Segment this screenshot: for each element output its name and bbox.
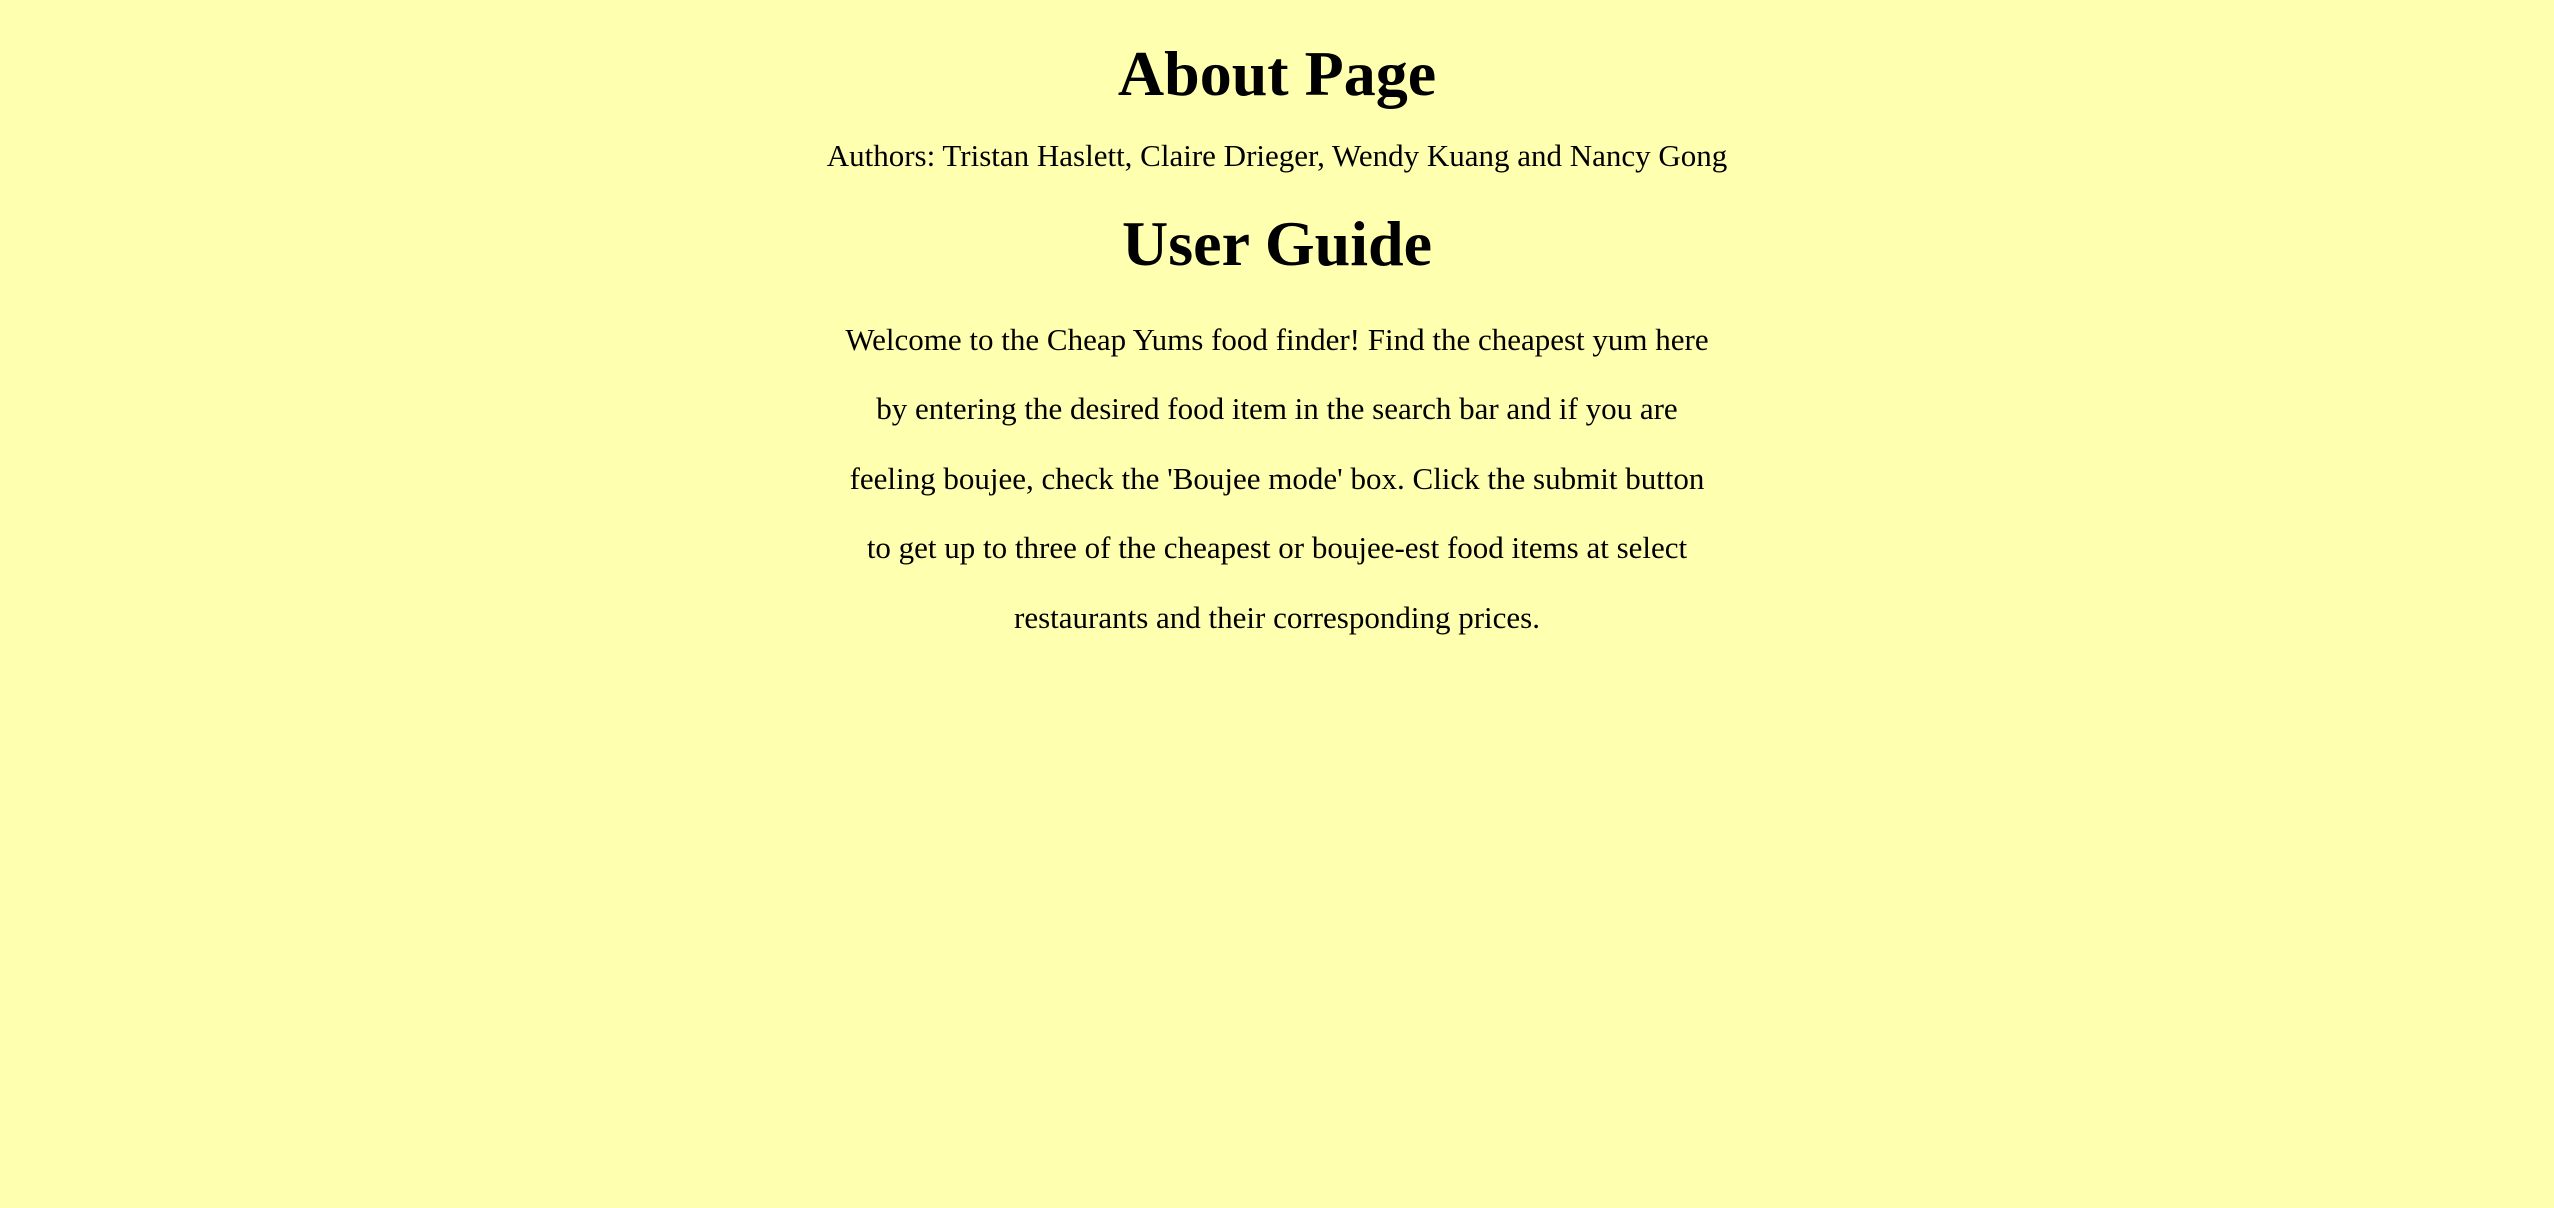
user-guide-text xyxy=(827,283,1727,653)
user-guide-line: by entering the desired food item in the search bar and if you are xyxy=(876,391,1678,427)
user-guide-line: restaurants and their corresponding prices. xyxy=(1014,599,1540,635)
user-guide-line: to get up to three of the cheapest or boujee-est food items at select xyxy=(866,530,1688,566)
page-title: About Page xyxy=(1117,38,1437,109)
user-guide-line: Welcome to the Cheap Yums food finder! Find the cheapest yum here xyxy=(845,321,1709,357)
user-guide-line: feeling boujee, check the 'Boujee mode' box. Click the submit button xyxy=(849,460,1705,496)
user-guide-title: User Guide xyxy=(1122,207,1432,279)
authors-line: Authors: Tristan Haslett, Claire Drieger, Wendy Kuang and Nancy Gong xyxy=(826,137,1728,173)
